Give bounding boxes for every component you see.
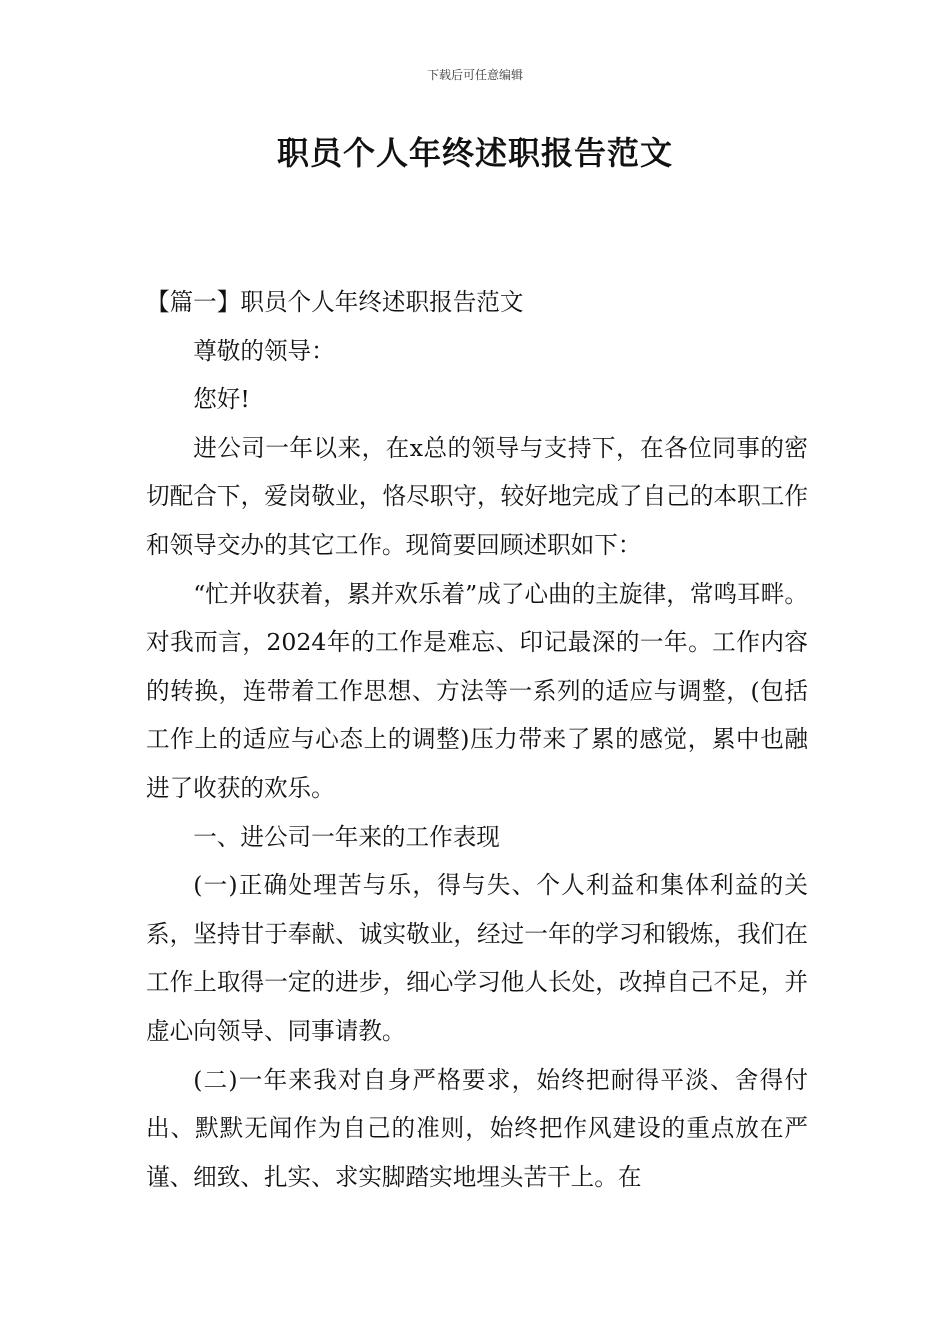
paragraph-point-one: (一)正确处理苦与乐，得与失、个人利益和集体利益的关系，坚持甘于奉献、诚实敬业，经过一年的学习和锻炼，我们在工作上取得一定的进步，细心学习他人长处，改掉自己不足，并虚心向领导、同事请教。: [146, 871, 808, 1045]
subheading-work-performance: 一、进公司一年来的工作表现: [193, 822, 500, 851]
paragraph-summary: “忙并收获着，累并欢乐着”成了心曲的主旋律，常鸣耳畔。对我而言，2024年的工作是难忘、印记最深的一年。工作内容的转换，连带着工作思想、方法等一系列的适应与调整，(包括工作上的适应与心态上的调整)压力带来了累的感觉，累中也融进了收获的欢乐。: [146, 579, 808, 802]
salutation: 尊敬的领导：: [193, 336, 335, 365]
document-body: [146, 278, 808, 1201]
header-note: 下载后可任意编辑: [426, 68, 523, 82]
section-heading: 【篇一】职员个人年终述职报告范文: [146, 288, 524, 316]
paragraph-intro: 进公司一年以来，在x总的领导与支持下，在各位同事的密切配合下，爱岗敬业，恪尽职守，较好地完成了自己的本职工作和领导交办的其它工作。现简要回顾述职如下：: [146, 433, 808, 559]
greeting: 您好!: [193, 385, 250, 414]
paragraph-point-two: (二)一年来我对自身严格要求，始终把耐得平淡、舍得付出、默默无闻作为自己的准则，始终把作风建设的重点放在严谨、细致、扎实、求实脚踏实地埋头苦干上。在: [146, 1065, 808, 1191]
document-title: 职员个人年终述职报告范文: [276, 134, 673, 172]
